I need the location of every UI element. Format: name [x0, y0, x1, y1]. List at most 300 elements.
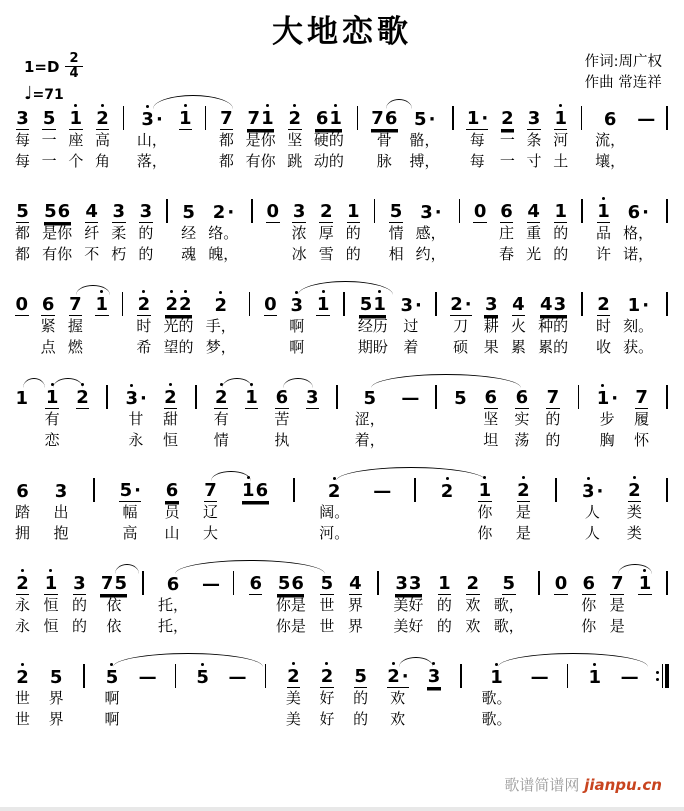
note-unit	[580, 470, 604, 544]
barline	[666, 571, 668, 595]
lyric-line2: 相	[388, 245, 404, 263]
lyric-line2: 的	[353, 710, 369, 728]
note-value	[287, 667, 301, 688]
note-unit	[286, 98, 303, 172]
lyric-line1: 光的	[163, 317, 194, 335]
note-value	[371, 109, 398, 130]
lyric-line2: 是	[515, 524, 531, 542]
note-digit: 5	[277, 573, 291, 594]
note-unit	[162, 377, 179, 451]
note-digit: 1	[347, 201, 360, 222]
note-digit: 1	[588, 667, 602, 688]
lyric-line2: 冰	[291, 245, 307, 263]
note-digit: 3	[400, 295, 414, 316]
lyric-line1: 火	[510, 317, 526, 335]
note-row	[580, 191, 584, 223]
barline	[460, 664, 462, 688]
note-row	[466, 563, 480, 595]
lyric-line1: 履	[634, 410, 650, 428]
note-value	[466, 109, 488, 130]
note-unit	[408, 98, 440, 172]
barline-unit	[81, 656, 87, 730]
augmentation-dot: ·	[434, 202, 442, 223]
note-digit: 6	[16, 481, 29, 502]
lyric-line2: 你	[581, 617, 597, 635]
barline	[122, 292, 124, 316]
barline-unit	[291, 470, 297, 544]
barline-unit	[664, 284, 670, 358]
note-row	[45, 377, 59, 409]
lyric-line2: 一	[41, 152, 57, 170]
note-unit	[227, 656, 246, 730]
note-unit	[99, 563, 128, 637]
note-row	[400, 284, 422, 316]
note-unit	[318, 656, 335, 730]
lyric-line1: 紧	[40, 317, 56, 335]
lyric-line1: 的	[345, 224, 361, 242]
note-value	[264, 295, 278, 316]
note-unit	[14, 284, 30, 358]
note-row	[454, 377, 468, 409]
lyric-line2: 搏，	[409, 152, 440, 170]
note-value	[141, 110, 163, 130]
note-unit	[75, 377, 91, 451]
note-value	[320, 574, 334, 595]
note-value	[438, 574, 452, 595]
note-unit	[595, 377, 619, 451]
note-digit: 0	[266, 201, 280, 222]
lyric-line2: 的	[436, 617, 452, 635]
note-unit	[275, 563, 307, 637]
note-unit	[42, 563, 59, 637]
note-digit: 5	[49, 667, 63, 688]
note-row	[319, 191, 333, 223]
barline	[83, 664, 85, 688]
note-digit: 6	[41, 294, 55, 315]
note-unit	[305, 377, 321, 451]
lyric-line1: 员	[164, 503, 180, 521]
lyric-line2: 魄，	[208, 245, 239, 263]
note-unit	[345, 191, 362, 265]
note-value	[502, 574, 516, 595]
lyric-line1: 恒	[43, 596, 59, 614]
lyric-line1: 歌。	[481, 689, 512, 707]
note-row	[164, 377, 178, 409]
lyric-line1: 是	[515, 503, 531, 521]
note-value	[400, 296, 422, 316]
note-row	[327, 470, 341, 502]
note-digit: 7	[69, 294, 82, 315]
note-unit	[40, 284, 57, 358]
lyric-line1: 的	[353, 689, 369, 707]
lyric-line2: 每	[469, 152, 485, 170]
augmentation-dot: ·	[134, 480, 141, 501]
note-row	[627, 284, 649, 316]
music-system	[14, 377, 670, 470]
note-digit: 4	[527, 201, 540, 222]
note-row	[349, 563, 363, 595]
note-unit	[136, 98, 168, 172]
lyric-line1: 时	[136, 317, 152, 335]
lyric-line1: 的	[71, 596, 87, 614]
lyric-line1: 刻。	[623, 317, 654, 335]
note-digit: 2	[517, 480, 530, 501]
note-row	[427, 656, 441, 688]
barline-unit	[140, 563, 146, 637]
note-value	[290, 296, 304, 316]
lyric-line1: 都	[15, 224, 31, 242]
note-value	[354, 667, 368, 688]
note-row	[141, 563, 145, 595]
note-digit: 0	[554, 573, 568, 594]
note-row	[484, 284, 498, 316]
note-digit: 1	[490, 667, 503, 688]
note-digit: 0	[15, 294, 29, 315]
note-digit: 4	[349, 573, 362, 594]
note-digit: 2	[214, 387, 228, 408]
lyric-line1: 厚	[318, 224, 334, 242]
note-digit: 2	[165, 294, 179, 315]
note-unit	[44, 377, 61, 451]
note-value	[228, 668, 245, 688]
barline	[142, 571, 144, 595]
note-value	[95, 295, 109, 316]
lyric-line2: 雪	[318, 245, 334, 263]
note-digit: 1	[44, 573, 58, 594]
note-digit: 7	[610, 573, 624, 594]
lyric-line1: 耕	[483, 317, 499, 335]
note-value	[182, 203, 196, 223]
lyric-line1: 柔	[111, 224, 127, 242]
time-denominator: 4	[69, 66, 79, 81]
note-unit	[137, 656, 156, 730]
note-digit: 2	[450, 294, 463, 315]
augmentation-dot: ·	[428, 109, 436, 130]
note-digit: 6	[166, 574, 180, 595]
note-value	[501, 109, 515, 130]
song-title: 大地恋歌	[272, 14, 412, 50]
note-unit	[205, 284, 237, 358]
barline-unit	[450, 98, 456, 172]
note-row	[387, 656, 409, 688]
note-value	[212, 203, 234, 223]
note-value	[73, 574, 87, 595]
barline	[293, 478, 295, 502]
final-barline-unit	[655, 656, 670, 730]
note-unit	[354, 377, 386, 451]
note-row	[335, 377, 339, 409]
note-value	[49, 668, 63, 688]
barline	[357, 106, 359, 130]
note-row	[603, 98, 617, 130]
note-value	[638, 574, 652, 595]
note-row	[165, 470, 179, 502]
note-digit: 5	[354, 666, 367, 687]
note-digit: 2	[96, 108, 109, 129]
lyric-line1: 过	[403, 317, 419, 335]
lyric-line2: 歌，	[493, 617, 524, 635]
note-unit	[552, 98, 569, 172]
note-digit: 3	[139, 201, 153, 222]
note-value	[166, 575, 180, 595]
lyric-line1: 重	[526, 224, 542, 242]
barline-unit	[457, 191, 463, 265]
note-digit: 1	[69, 108, 83, 129]
note-value	[214, 296, 228, 316]
augmentation-dot: ·	[464, 294, 472, 315]
barline-unit	[91, 470, 97, 544]
barline-unit	[263, 656, 269, 730]
lyric-line1: 的	[138, 224, 154, 242]
note-digit: 1	[179, 108, 192, 129]
note-unit	[48, 656, 65, 730]
lyric-line2: 朽	[111, 245, 127, 263]
note-unit	[103, 656, 120, 730]
note-value	[242, 481, 269, 502]
note-value	[45, 388, 59, 409]
note-digit: 3	[306, 387, 319, 408]
note-unit	[626, 470, 643, 544]
lyric-line2: 类	[626, 524, 642, 542]
note-digit: 3	[484, 294, 498, 315]
barline-unit	[375, 563, 381, 637]
lyric-line2: 动的	[313, 152, 344, 170]
note-row	[250, 191, 254, 223]
lyric-line2: 啊	[104, 710, 120, 728]
lyric-line1: 世	[15, 689, 31, 707]
note-row	[554, 191, 568, 223]
note-value	[288, 109, 302, 130]
lyric-line1: 歌，	[493, 596, 524, 614]
note-digit: 0	[264, 294, 277, 315]
note-unit	[449, 284, 473, 358]
note-digit: 2	[320, 666, 334, 687]
lyric-line2: 点	[40, 338, 56, 356]
barline-unit	[355, 98, 361, 172]
augmentation-dot: ·	[415, 295, 422, 316]
note-digit: 2	[501, 108, 514, 129]
note-row	[628, 470, 642, 502]
note-digit: 7	[546, 387, 560, 408]
note-digit: 3	[427, 666, 441, 687]
lyric-line1: 时	[595, 317, 611, 335]
barline-unit	[203, 98, 209, 172]
note-unit	[110, 191, 127, 265]
note-unit	[83, 191, 100, 265]
note-value	[16, 109, 30, 130]
note-row	[413, 470, 417, 502]
note-value	[220, 109, 234, 130]
lyric-line1: 是	[609, 596, 625, 614]
note-digit: 1	[373, 294, 386, 315]
lyric-line1: 啊	[104, 689, 120, 707]
note-value	[420, 203, 442, 223]
note-digit: 0	[473, 201, 487, 222]
lyric-line1: 幅	[122, 503, 138, 521]
lyric-line1: 格，	[623, 224, 654, 242]
note-digit: 3	[527, 108, 541, 129]
note-row	[665, 98, 669, 130]
note-digit: 3	[408, 573, 422, 594]
note-value	[554, 109, 568, 130]
note-row	[44, 563, 58, 595]
lyricist-credit: 作词:周广权	[584, 54, 662, 70]
note-unit	[53, 470, 70, 544]
barline	[666, 199, 668, 223]
note-row	[264, 284, 278, 316]
note-row	[212, 191, 234, 223]
lyric-line2: 期盼	[357, 338, 388, 356]
note-digit: 7	[635, 387, 648, 408]
note-digit: 3	[16, 108, 29, 129]
note-value	[139, 202, 153, 223]
barline	[578, 385, 580, 409]
note-value	[277, 574, 304, 595]
note-digit: 6	[291, 573, 304, 594]
lyric-line1: 条	[526, 131, 542, 149]
note-digit: 5	[414, 109, 427, 130]
lyric-line1: 山，	[136, 131, 167, 149]
lyric-line1: 是你	[245, 131, 276, 149]
note-row	[478, 470, 492, 502]
lyric-line1: 感，	[415, 224, 446, 242]
lyric-line1: 你	[581, 596, 597, 614]
note-unit	[124, 377, 148, 451]
note-row	[266, 191, 280, 223]
lyric-line1: 硬的	[313, 131, 344, 149]
note-unit	[595, 284, 612, 358]
lyric-line1: 庄	[499, 224, 515, 242]
note-unit	[595, 191, 612, 265]
note-row	[420, 191, 442, 223]
note-row	[201, 563, 218, 595]
music-system	[14, 563, 670, 656]
note-value	[387, 667, 409, 688]
lyric-line1: 涩，	[354, 410, 385, 428]
lyric-line2: 魂	[181, 245, 197, 263]
lyric-line2: 一	[499, 152, 515, 170]
note-unit	[135, 284, 152, 358]
note-digit: 3	[292, 201, 306, 222]
note-unit	[178, 98, 194, 172]
note-digit: 5	[363, 388, 377, 409]
note-row	[354, 656, 368, 688]
note-digit: 2	[466, 573, 480, 594]
note-digit: 2	[387, 666, 400, 687]
note-unit	[263, 284, 279, 358]
lyric-line1: 种的	[538, 317, 569, 335]
lyric-line2: 的	[71, 617, 87, 635]
lyric-line1: 都	[218, 131, 234, 149]
lyric-line2: 荡	[514, 431, 530, 449]
lyric-line1: 情	[388, 224, 404, 242]
note-digit: 3	[54, 481, 68, 502]
note-value	[363, 389, 377, 409]
note-unit	[14, 377, 30, 451]
note-digit: 2	[319, 201, 333, 222]
note-row	[316, 284, 330, 316]
note-value	[517, 481, 531, 502]
note-unit	[244, 377, 260, 451]
note-unit	[318, 191, 335, 265]
note-unit	[347, 563, 364, 637]
lyric-line2: 都	[15, 245, 31, 263]
note-row	[204, 470, 218, 502]
note-value	[201, 575, 218, 595]
credits	[585, 52, 662, 94]
note-row	[138, 656, 155, 688]
note-digit: 2	[16, 667, 29, 688]
lyric-line2: 光	[526, 245, 542, 263]
lyric-line1: 一	[499, 131, 515, 149]
note-value	[44, 202, 71, 223]
note-unit	[400, 377, 419, 451]
lyric-line1: 踏	[15, 503, 31, 521]
note-value	[96, 109, 110, 130]
note-row	[580, 98, 584, 130]
note-row	[577, 377, 581, 409]
note-digit: 5	[502, 573, 516, 594]
note-unit	[288, 284, 305, 358]
lyric-line1: 苦	[274, 410, 290, 428]
note-value	[306, 388, 320, 409]
note-value	[373, 482, 390, 502]
note-unit	[94, 284, 110, 358]
lyric-line2: 怀	[634, 431, 650, 449]
note-unit	[465, 98, 489, 172]
note-unit	[94, 98, 111, 172]
note-value	[275, 388, 289, 409]
note-value	[427, 667, 441, 688]
note-value	[327, 482, 341, 502]
note-value	[165, 295, 192, 316]
watermark	[504, 774, 662, 795]
lyric-line2: 歌。	[481, 710, 512, 728]
note-digit: 1	[597, 201, 610, 222]
lyric-line1: 络。	[208, 224, 239, 242]
lyric-line1: 甜	[162, 410, 178, 428]
note-row	[627, 191, 649, 223]
lyric-line1: 纤	[84, 224, 100, 242]
lyric-line2: 恒	[43, 617, 59, 635]
lyric-line1: 实	[514, 410, 530, 428]
note-digit: 1	[554, 108, 567, 129]
lyric-line2: 大	[203, 524, 219, 542]
lyric-line2: 壤，	[595, 152, 626, 170]
barline	[581, 199, 583, 223]
note-row	[54, 470, 68, 502]
note-row	[502, 563, 516, 595]
note-digit: 5	[16, 201, 29, 222]
note-unit	[213, 377, 230, 451]
lyric-line2: 的	[545, 431, 561, 449]
lyric-line1: 阔。	[319, 503, 350, 521]
barline	[175, 664, 177, 688]
note-unit	[392, 563, 424, 637]
note-row	[288, 98, 302, 130]
lyric-line1: 流，	[595, 131, 626, 149]
lyric-line2: 都	[218, 152, 234, 170]
note-row	[376, 563, 380, 595]
augmentation-dot: ·	[642, 202, 650, 223]
note-row	[174, 656, 178, 688]
note-value	[581, 482, 603, 502]
lyric-line1: 每	[15, 131, 31, 149]
barline	[666, 106, 668, 130]
note-digit: 1	[15, 388, 29, 409]
note-row	[16, 563, 30, 595]
barline	[666, 385, 668, 409]
